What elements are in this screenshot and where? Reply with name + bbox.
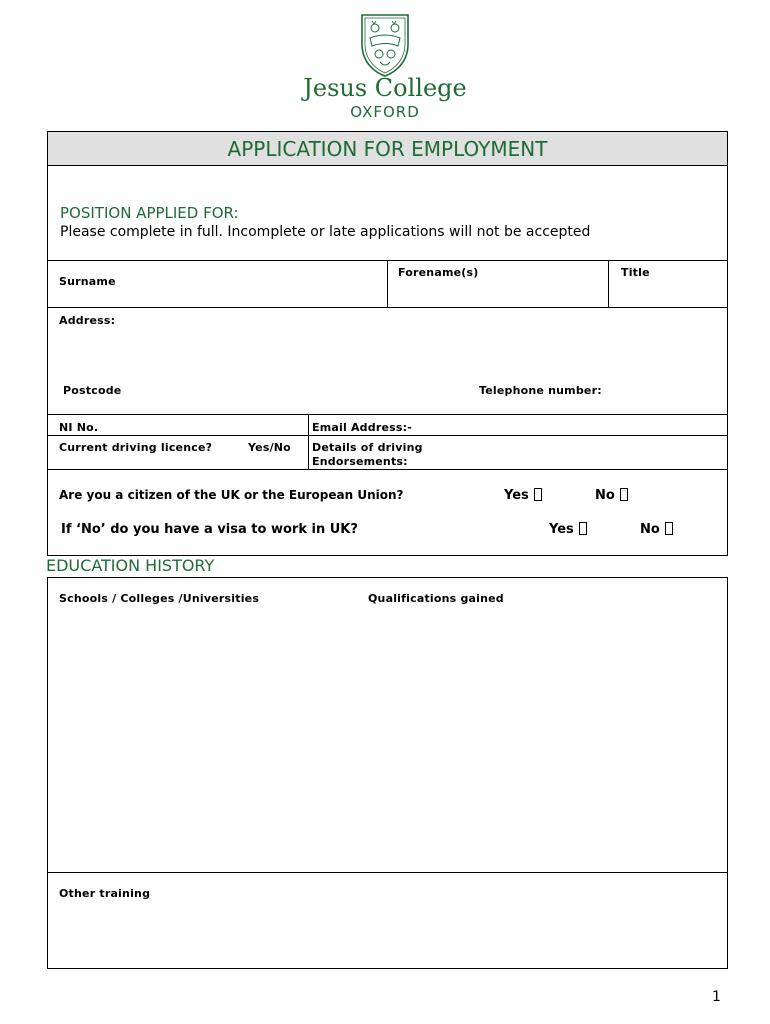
yes-label: Yes <box>549 522 574 537</box>
college-name: Jesus College <box>303 74 467 102</box>
page-number: 1 <box>712 989 721 1005</box>
other-training-section[interactable] <box>47 872 728 969</box>
college-city: OXFORD <box>350 103 420 121</box>
yes-label: Yes <box>504 488 529 503</box>
visa-no-option[interactable] <box>640 522 673 537</box>
ni-number-label: NI No. <box>59 421 99 434</box>
no-label: No <box>640 522 660 537</box>
yes-checkbox[interactable] <box>534 488 542 501</box>
visa-question: If ‘No’ do you have a visa to work in UK? <box>61 522 358 537</box>
ni-driving-section <box>47 414 728 470</box>
postcode-label: Postcode <box>63 384 122 397</box>
qualifications-label: Qualifications gained <box>368 592 504 605</box>
citizen-yes-option[interactable] <box>504 488 542 503</box>
divider <box>308 415 309 469</box>
education-section[interactable] <box>47 577 728 873</box>
no-checkbox[interactable] <box>665 522 673 535</box>
form-title: APPLICATION FOR EMPLOYMENT <box>227 137 548 161</box>
address-section[interactable] <box>47 307 728 415</box>
driving-licence-options[interactable]: Yes/No <box>248 441 291 454</box>
forenames-label: Forename(s) <box>398 266 479 279</box>
instructions-text: Please complete in full. Incomplete or late applications will not be accepted <box>60 224 591 240</box>
address-label: Address: <box>59 314 116 327</box>
visa-yes-option[interactable] <box>549 522 587 537</box>
divider <box>608 261 609 307</box>
surname-label: Surname <box>59 275 116 288</box>
form-title-bar <box>47 131 728 166</box>
citizen-no-option[interactable] <box>595 488 628 503</box>
position-applied-label: POSITION APPLIED FOR: <box>60 204 239 222</box>
divider <box>387 261 388 307</box>
no-label: No <box>595 488 615 503</box>
email-label: Email Address:- <box>312 421 412 434</box>
name-row[interactable] <box>47 260 728 308</box>
citizenship-section <box>47 469 728 556</box>
education-history-heading: EDUCATION HISTORY <box>46 556 215 575</box>
schools-label: Schools / Colleges /Universities <box>59 592 260 605</box>
no-checkbox[interactable] <box>620 488 628 501</box>
yes-checkbox[interactable] <box>579 522 587 535</box>
telephone-label: Telephone number: <box>479 384 602 397</box>
driving-licence-label: Current driving licence? <box>59 441 213 454</box>
position-section <box>47 165 728 261</box>
title-label: Title <box>621 266 650 279</box>
other-training-label: Other training <box>59 887 151 900</box>
divider <box>48 435 727 436</box>
driving-details-label: Details of driving <box>312 441 423 454</box>
driving-endorsements-label: Endorsements: <box>312 455 408 468</box>
college-crest-logo <box>358 12 412 78</box>
citizen-question: Are you a citizen of the UK or the European Union? <box>59 488 404 502</box>
